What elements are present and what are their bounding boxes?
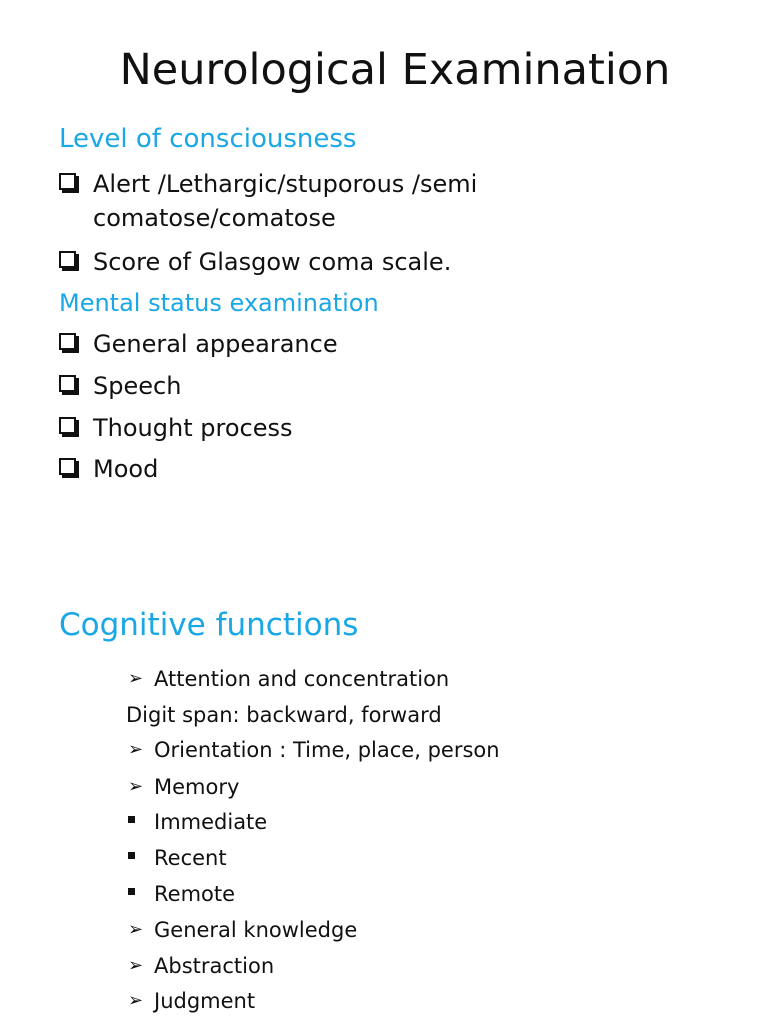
checkbox-bullet-icon (59, 458, 76, 475)
slide-title: Neurological Examination (119, 45, 671, 95)
list-item-text: Immediate (154, 810, 268, 834)
arrow-bullet-icon: ➢ (128, 739, 144, 760)
list-item-text: General knowledge (154, 918, 358, 942)
list-item (128, 665, 449, 693)
list-item-text: Attention and concentration (154, 667, 450, 691)
list-item (59, 452, 158, 486)
list-item-text: Memory (154, 775, 240, 799)
list-item-text: Speech (93, 372, 182, 400)
list-item (128, 916, 357, 944)
list-item (126, 701, 442, 729)
list-item-text: Alert /Lethargic/stuporous /semi comatose/comatose (93, 170, 478, 232)
list-item (59, 369, 181, 403)
checkbox-bullet-icon (59, 417, 76, 434)
list-item-text: Thought process (93, 414, 293, 442)
square-bullet-icon (128, 852, 135, 859)
checkbox-bullet-icon (59, 251, 76, 268)
arrow-bullet-icon: ➢ (128, 919, 144, 940)
list-item-text: Judgment (154, 989, 256, 1013)
list-item (59, 327, 338, 361)
list-item-text: Abstraction (154, 954, 275, 978)
list-item-text: General appearance (93, 330, 338, 358)
square-bullet-icon (128, 888, 135, 895)
list-item (59, 245, 451, 279)
arrow-bullet-icon: ➢ (128, 776, 144, 797)
list-item-text: Digit span: backward, forward (126, 703, 442, 727)
heading-mental-status-examination: Mental status examination (59, 289, 379, 317)
arrow-bullet-icon: ➢ (128, 955, 144, 976)
square-bullet-icon (128, 816, 135, 823)
list-item (128, 773, 239, 801)
arrow-bullet-icon: ➢ (128, 990, 144, 1011)
arrow-bullet-icon: ➢ (128, 668, 144, 689)
list-item (128, 808, 267, 836)
list-item (59, 167, 493, 235)
list-item (128, 987, 255, 1015)
list-item (59, 411, 292, 445)
checkbox-bullet-icon (59, 333, 76, 350)
list-item (128, 736, 500, 764)
heading-cognitive-functions: Cognitive functions (59, 607, 359, 643)
list-item-text: Recent (154, 846, 227, 870)
list-item-text: Remote (154, 882, 236, 906)
checkbox-bullet-icon (59, 375, 76, 392)
checkbox-bullet-icon (59, 173, 76, 190)
list-item-text: Mood (93, 455, 159, 483)
list-item (128, 844, 227, 872)
list-item (128, 952, 274, 980)
list-item-text: Orientation : Time, place, person (154, 738, 500, 762)
heading-level-of-consciousness: Level of consciousness (59, 124, 357, 154)
list-item (128, 880, 235, 908)
list-item-text: Score of Glasgow coma scale. (93, 248, 452, 276)
